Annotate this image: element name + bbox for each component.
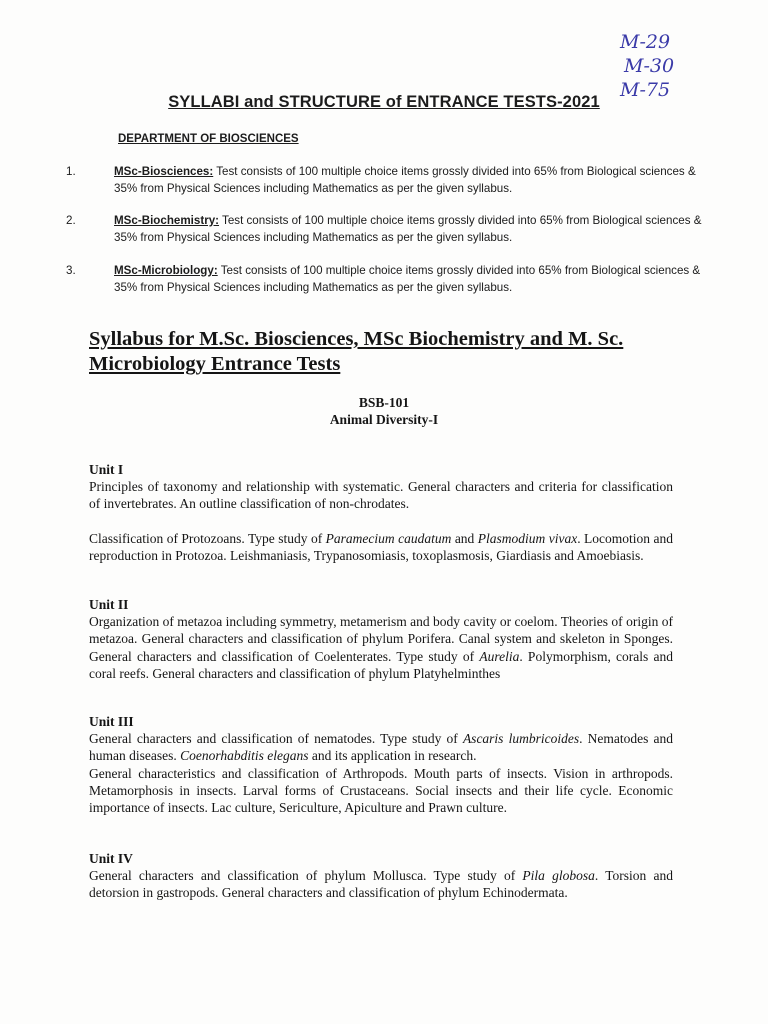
- text-run: . Locomotion and reproduction in Protozoa. Leishmaniasis, Trypanosomiasis, toxoplasmosis, Giardiasis and Amoebiasis.: [89, 530, 673, 563]
- unit-paragraph: [89, 730, 673, 765]
- unit-section: [89, 461, 673, 564]
- species-name: Pila globosa: [522, 868, 595, 883]
- handwritten-note: M-75: [620, 79, 671, 101]
- page-title: SYLLABI and STRUCTURE of ENTRANCE TESTS-2021: [168, 93, 600, 111]
- unit-paragraph: [89, 867, 673, 902]
- unit-heading: Unit III: [89, 714, 134, 729]
- species-name: Plasmodium vivax: [477, 530, 578, 546]
- programme-text: Test consists of 100 multiple choice items grossly divided into 65% from Biological sciences & 35% from Physical Sciences including Mathematics as per the given syllabus.: [114, 214, 702, 244]
- unit-section: [89, 596, 673, 682]
- unit-section: [89, 850, 673, 902]
- programme-name: MSc-Biosciences:: [114, 165, 214, 178]
- handwritten-notes: [620, 30, 674, 102]
- text-run: General characters and classification of nematodes. Type study of: [89, 731, 463, 746]
- text-run: and: [451, 530, 478, 546]
- programme-number: 1.: [66, 165, 76, 178]
- unit-paragraph: Principles of taxonomy and relationship with systematic. General characters and criteria for classification of invertebrates. An outline classification of non-chrodates.: [89, 479, 673, 512]
- species-name: Coenorhabditis elegans: [180, 748, 309, 764]
- unit-heading: Unit I: [89, 462, 124, 477]
- programme-text: Test consists of 100 multiple choice items grossly divided into 65% from Biological sciences & 35% from Physical Sciences including Mathematics as per the given syllabus.: [114, 165, 696, 195]
- programme-text: Test consists of 100 multiple choice items grossly divided into 65% from Biological sciences & 35% from Physical Sciences including Mathematics as per the given syllabus.: [114, 264, 701, 294]
- programme-name: MSc-Biochemistry:: [114, 214, 220, 227]
- text-run: General characters and classification of phylum Mollusca. Type study of: [89, 868, 523, 883]
- programme-description: [114, 163, 714, 197]
- unit-section: [89, 713, 673, 816]
- text-run: Organization of metazoa including symmetry, metamerism and body cavity or coelom. Theories of origin of metazoa. General characters and classification of phylum Porifera. Canal system and skeleton in Sponges. General characters and classification of Coelenterates. Type study of: [89, 614, 673, 664]
- programme-description: [114, 212, 714, 246]
- handwritten-note: M-30: [624, 55, 675, 77]
- course-code: BSB-101: [358, 395, 410, 410]
- text-run: Classification of Protozoans. Type study of: [89, 530, 326, 546]
- text-run: . Torsion and detorsion in gastropods. General characters and classification of phylum Echinodermata.: [89, 868, 673, 901]
- handwritten-note: M-29: [620, 31, 671, 53]
- unit-paragraph: [89, 530, 673, 565]
- unit-paragraph: General characteristics and classification of Arthropods. Mouth parts of insects. Vision in arthropods. Metamorphosis in insects. Larval forms of Crustaceans. Social insects and their life cycle. Economic importance of insects. Lac culture, Sericulture, Apiculture and Prawn culture.: [89, 765, 673, 816]
- syllabus-title: Syllabus for M.Sc. Biosciences, MSc Biochemistry and M. Sc. Microbiology Entrance Tests: [89, 328, 624, 375]
- unit-paragraph: [89, 613, 673, 682]
- programme-number: 3.: [66, 264, 76, 277]
- programme-description: [114, 262, 714, 296]
- unit-heading: Unit II: [89, 597, 129, 612]
- department-heading: DEPARTMENT OF BIOSCIENCES: [118, 133, 299, 145]
- species-name: Ascaris lumbricoides: [462, 731, 580, 746]
- text-run: and its application in research.: [308, 748, 477, 764]
- course-name: Animal Diversity-I: [329, 412, 439, 427]
- species-name: Paramecium caudatum: [325, 530, 452, 546]
- programme-name: MSc-Microbiology:: [114, 264, 218, 277]
- unit-heading: Unit IV: [89, 851, 133, 866]
- text-run: . Polymorphism, corals and coral reefs. General characters and classification of phylum Platyhelminthes: [89, 648, 673, 681]
- text-run: . Nematodes and human diseases.: [89, 731, 673, 764]
- programme-number: 2.: [66, 214, 76, 227]
- species-name: Aurelia: [479, 648, 520, 664]
